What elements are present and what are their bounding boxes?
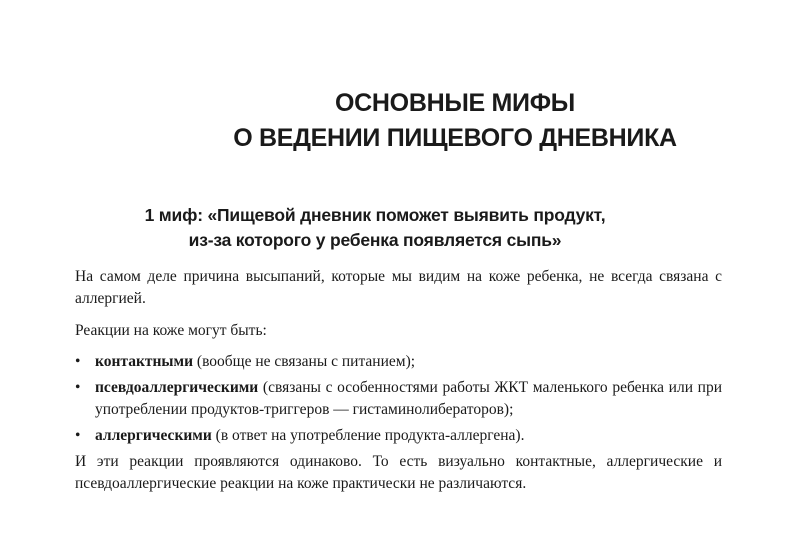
reaction-term: контактными (95, 353, 194, 370)
reaction-term: аллергическими (95, 427, 212, 444)
list-item (75, 425, 722, 447)
title-line-2: О ВЕДЕНИИ ПИЩЕВОГО ДНЕВНИКА (233, 124, 677, 152)
reaction-description: (в ответ на употребление продукта-аллергена). (211, 427, 525, 444)
myth-heading-line-1: 1 миф: «Пищевой дневник поможет выявить продукт, (144, 205, 606, 225)
myth-heading-line-2: из-за которого у ребенка появляется сыпь» (188, 230, 562, 250)
list-item (75, 351, 722, 373)
title-line-1: ОСНОВНЫЕ МИФЫ (335, 89, 575, 117)
list-item (75, 377, 722, 421)
body-text (75, 266, 722, 495)
intro-paragraph: На самом деле причина высыпаний, которые мы видим на коже ребенка, не всегда связана с аллергией. (75, 268, 722, 307)
myth-heading (70, 203, 680, 253)
conclusion-paragraph: И эти реакции проявляются одинаково. То есть визуально контактные, аллергические и псевдоаллергические реакции на коже практически не различаются. (75, 453, 722, 492)
reaction-description: (связаны с особенностями работы ЖКТ маленького ребенка или при употреблении продуктов-триггеров — гистаминолибераторов); (95, 379, 722, 418)
reaction-description: (вообще не связаны с питанием); (193, 353, 416, 370)
bullet-icon: • (75, 353, 81, 370)
document-title (120, 86, 790, 156)
bullet-icon: • (75, 379, 81, 396)
reactions-heading: Реакции на коже могут быть: (75, 322, 267, 339)
reaction-term: псевдоаллергическими (95, 379, 259, 396)
reactions-list (75, 351, 722, 447)
bullet-icon: • (75, 427, 81, 444)
